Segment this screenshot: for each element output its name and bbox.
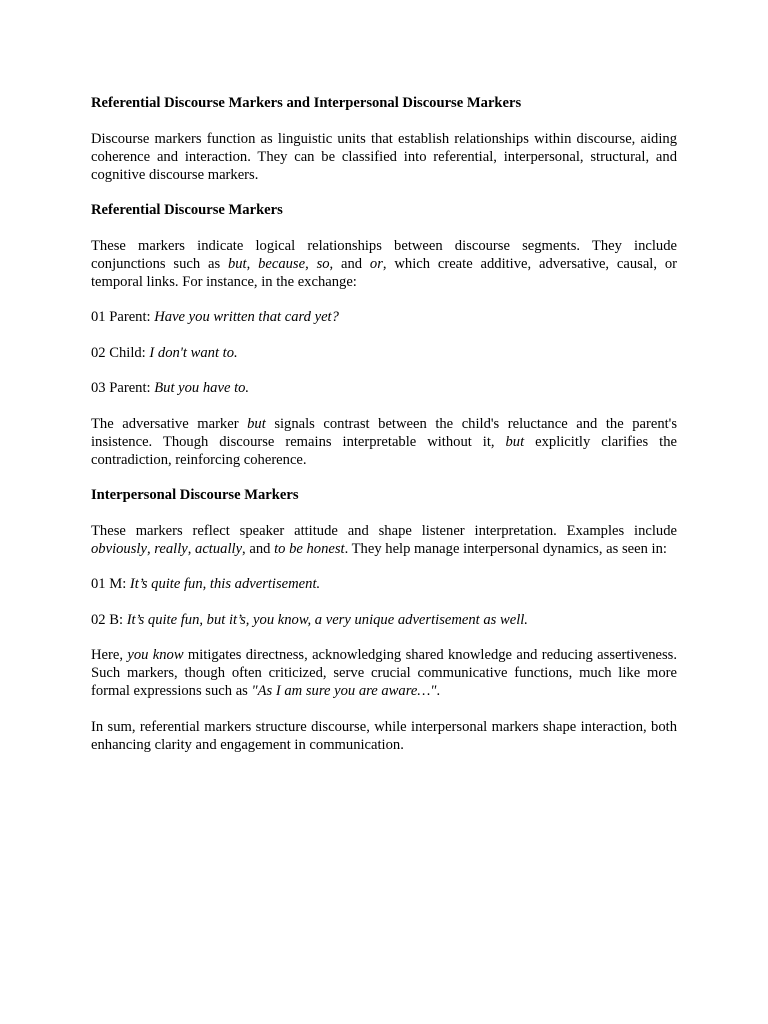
text-run: The adversative marker [91, 415, 248, 432]
intro-paragraph: Discourse markers function as linguistic units that establish relationships within discourse, aiding coherence and interaction. They can be classified into referential, interpersonal, structural, and cognitive discourse markers. [91, 130, 677, 183]
text-run: , [146, 540, 155, 557]
text-run: , which create additive, adversative, causal, or temporal links. For instance, in the exchange: [91, 255, 677, 290]
marker-term: you know [127, 647, 184, 663]
text-run: . [436, 683, 441, 699]
exchange-line [91, 611, 677, 629]
marker-term: but [505, 433, 525, 450]
text-run: These markers reflect speaker attitude and shape listener interpretation. Examples include [91, 522, 677, 539]
exchange-line [91, 379, 677, 397]
interpersonal-analysis-paragraph [91, 646, 677, 700]
referential-analysis-paragraph [91, 415, 677, 469]
text-run: , and [242, 540, 275, 557]
marker-term: actually [195, 540, 243, 557]
exchange-line [91, 308, 677, 326]
exchange-line [91, 344, 677, 362]
text-run: , and [329, 255, 370, 272]
text-run: , [246, 255, 259, 272]
speaker-label: 01 Parent: [91, 309, 155, 325]
interpersonal-heading: Interpersonal Discourse Markers [91, 487, 299, 503]
marker-term: because [258, 255, 306, 272]
speaker-label: 03 Parent: [91, 380, 155, 396]
speaker-label: 02 Child: [91, 344, 150, 361]
text-run: , [305, 255, 317, 272]
marker-term: to be honest [274, 540, 345, 557]
document-title: Referential Discourse Markers and Interpersonal Discourse Markers [91, 95, 522, 111]
marker-term: or [369, 255, 383, 272]
text-run: These markers indicate logical relationships between discourse segments. They include conjunctions such as [91, 237, 677, 272]
quoted-expression: "As I am sure you are aware…" [251, 683, 437, 699]
text-run: . They help manage interpersonal dynamics, as seen in: [344, 540, 667, 557]
text-run: explicitly clarifies the contradiction, reinforcing coherence. [91, 433, 677, 468]
speaker-label: 01 M: [91, 576, 130, 592]
marker-term: obviously [91, 540, 147, 557]
marker-term: but [227, 255, 247, 272]
utterance: But you have to. [154, 380, 250, 396]
marker-term: really [154, 540, 188, 557]
document-page [91, 94, 677, 771]
marker-term: so [316, 255, 330, 272]
conclusion-paragraph: In sum, referential markers structure discourse, while interpersonal markers shape interaction, both enhancing clarity and engagement in communication. [91, 718, 677, 753]
text-run: Here, [91, 647, 128, 663]
text-run: , [187, 540, 196, 557]
speaker-label: 02 B: [91, 611, 127, 628]
exchange-line [91, 575, 677, 593]
marker-term: but [247, 415, 266, 432]
utterance: I don't want to. [149, 344, 238, 361]
referential-paragraph [91, 237, 677, 291]
utterance: It’s quite fun, this advertisement. [129, 576, 321, 592]
referential-heading: Referential Discourse Markers [91, 202, 283, 218]
utterance: It’s quite fun, but it’s, you know, a very unique advertisement as well. [126, 611, 528, 628]
text-run: signals contrast between the child's reluctance and the parent's insistence. Though discourse remains interpretable without it, [91, 415, 677, 450]
utterance: Have you written that card yet? [154, 309, 339, 325]
text-run: mitigates directness, acknowledging shared knowledge and reducing assertiveness. Such markers, though often criticized, serve crucial communicative functions, much like more formal expressions such as [91, 647, 677, 699]
interpersonal-paragraph [91, 522, 677, 558]
